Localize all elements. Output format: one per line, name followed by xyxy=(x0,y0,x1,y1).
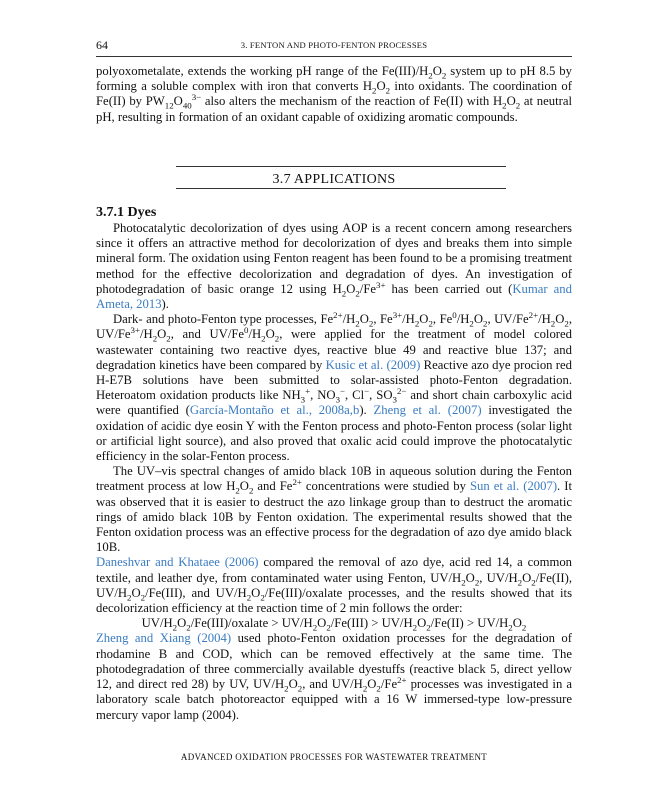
citation-sun[interactable]: Sun et al. (2007) xyxy=(469,479,558,494)
section-rule-top xyxy=(176,166,506,167)
subsection-heading xyxy=(96,205,156,221)
citation-daneshvar-khataee[interactable]: Daneshvar and Khataee (2006) xyxy=(96,555,259,570)
citation-zheng-xiang[interactable]: Zheng and Xiang (2004) xyxy=(96,631,232,646)
body-text xyxy=(96,221,572,723)
paragraph-5: Zheng and Xiang (2004) used photo-Fenton oxidation processes for the degradation of rhodamine B and COD, which can be removed effectively at the same time. The photodegradation of three commercially available dyestuffs (reactive black 5, direct yellow 12, and direct red 28) by UV, $UV/H_2O_2$, and $UV/H_2O_2/Fe^{2+}$ processes was investigated in a laboratory scale batch photoreactor equipped with a 16 W immersed-type low-pressure mercury vapor lamp (2004). xyxy=(96,631,572,722)
intro-paragraph: polyoxometalate, extends the working pH range of the $Fe(III)/H_2O_2$ system up to pH 8.5 by forming a soluble complex with iron that converts $H_2O_2$ into oxidants. The coordination of Fe(II) by $PW_{12}O_{40}^{3-}$ also alters the mechanism of the reaction of Fe(II) with $H_2O_2$ at neutral pH, resulting in formation of an oxidant capable of oxidizing aromatic compounds. xyxy=(96,64,573,124)
paragraph-4: Daneshvar and Khataee (2006) compared the removal of azo dye, acid red 14, a common textile, and leather dye, from contaminated water using Fenton, $UV/H_2O_2$, $UV/H_2O_2/Fe(II)$, $UV/H_2O_2/Fe(III)$, and $UV/H_2O_2/Fe(III)$/oxalate processes, and the results showed that its decolorization efficiency at the reaction time of 2 min follows the order: xyxy=(96,555,573,616)
section-title: 3.7 APPLICATIONS xyxy=(272,172,396,187)
running-title: 3. FENTON AND PHOTO-FENTON PROCESSES xyxy=(240,40,428,50)
subsection-title: Dyes xyxy=(127,205,157,220)
citation-garcia-montano[interactable]: García-Montaño et al., 2008a,b xyxy=(189,403,360,418)
page-footer: ADVANCED OXIDATION PROCESSES FOR WASTEWATER TREATMENT xyxy=(180,752,488,762)
page-header xyxy=(96,38,572,53)
section-rule-bottom xyxy=(176,188,506,189)
header-rule xyxy=(96,56,572,57)
citation-kumar-ameta[interactable]: Kumar and Ameta, 2013 xyxy=(96,281,572,312)
citation-kusic[interactable]: Kusic et al. (2009) xyxy=(325,357,421,372)
paragraph-2: Dark- and photo-Fenton type processes, $Fe^{2+}/H_2O_2$, $Fe^{3+}/H_2O_2$, $Fe^0/H_2O_2$, $UV/Fe^{2+}/H_2O_2$, $UV/Fe^{3+}/H_2O_2$, and $UV/Fe^0/H_2O_2$, were applied for the treatment of model colored wastewater containing two reactive dyes, reactive blue 49 and reactive blue 137; and degradation kinetics have been compared by Kusic et al. (2009) Reactive azo dye procion red H-E7B solutions have been submitted to solar-assisted photo-Fenton degradation. Heteroatom oxidation products like $NH_3^+$, $NO_3^-$, Cl−, $SO_3^{2-}$ and short chain carboxylic acid were quantified (García-Montaño et al., 2008a,b). Zheng et al. (2007) investigated the oxidation of acidic dye eosin Y with the Fenton process and photo-Fenton process (solar light or artificial light source), and also proved that oxalic acid could improve the photocatalytic efficiency in the solar-Fenton process. xyxy=(96,309,573,464)
page-number: 64 xyxy=(96,38,108,52)
paragraph-1: Photocatalytic decolorization of dyes using AOP is a recent concern among researchers since it offers an attractive method for decolorization of dyes and breaks them into simple mineral form. The oxidation using Fenton reagent has been found to be a promising treatment method for the effective decolorization and degradation of dyes. An investigation of photodegradation of basic orange 12 using $H_2O_2/Fe^{3+}$ has been carried out (Kumar and Ameta, 2013). xyxy=(96,221,572,312)
paragraph-3: The UV–vis spectral changes of amido black 10B in aqueous solution during the Fenton treatment process at low $H_2O_2$ and $Fe^{2+}$ concentrations were studied by Sun et al. (2007). It was observed that it is easier to destruct the azo linkage group than to destruct the aromatic rings of amido black 10B by Fenton oxidation. The experimental results showed that the Fenton oxidation process was an effective process for the degradation of azo dye amido black 10B. xyxy=(96,464,572,555)
subsection-number: 3.7.1 xyxy=(96,205,124,220)
decolorization-order-equation: $UV/H_2O_2/Fe(III)$/oxalate > $UV/H_2O_2/Fe(III) > UV/H_2O_2/Fe(II) > UV/H_2O_2$ xyxy=(141,616,527,633)
citation-zheng-2007[interactable]: Zheng et al. (2007) xyxy=(373,403,482,418)
